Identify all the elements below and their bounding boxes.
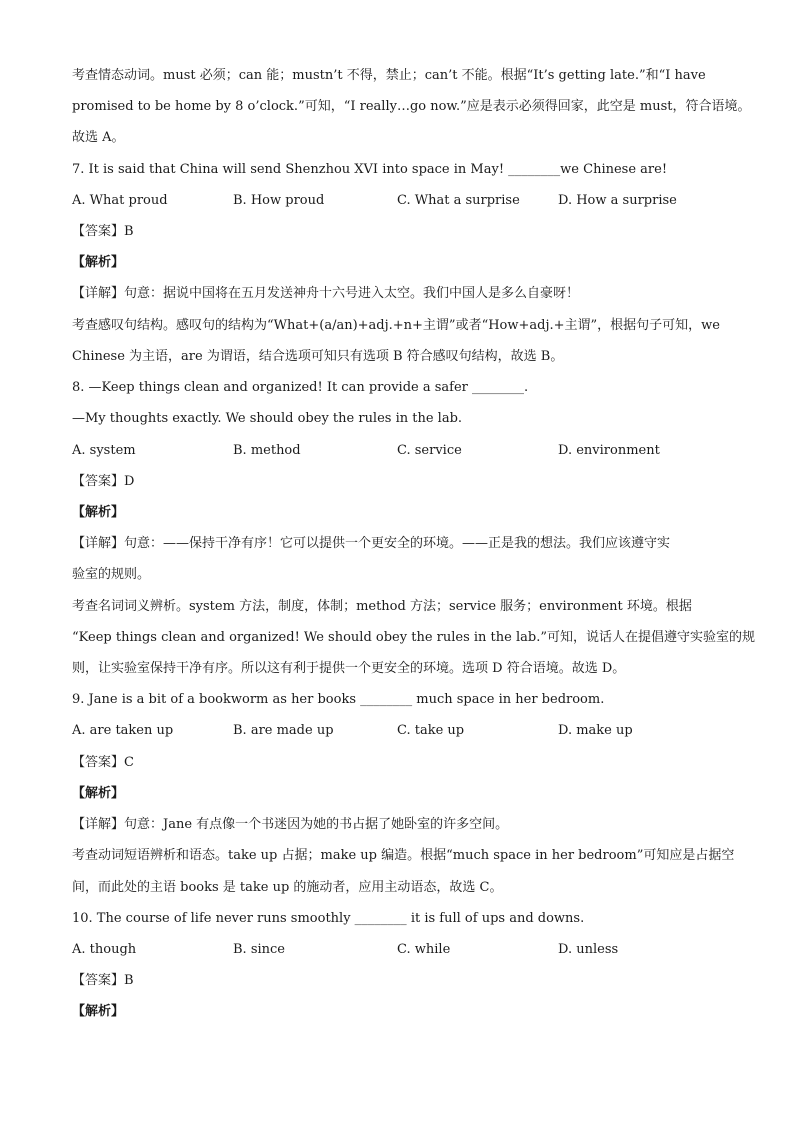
q9-analysis-label: 【解析】	[72, 786, 125, 801]
q7-option-c: C. What a surprise	[397, 193, 520, 208]
q7-answer: 【答案】B	[72, 224, 134, 239]
q8-answer: 【答案】D	[72, 474, 135, 489]
q8-analysis-label: 【解析】	[72, 505, 125, 520]
q7-stem: 7. It is said that China will send Shenzhou XVI into space in May! ________we Chinese are!	[72, 162, 668, 177]
q8-option-d: D. environment	[558, 443, 660, 458]
q9-option-c: C. take up	[397, 723, 465, 738]
q10-option-a: A. though	[72, 942, 137, 957]
q9-answer: 【答案】C	[72, 755, 134, 770]
q6-explanation-line: promised to be home by 8 o’clock.”可知，“I really…go now.”应是表示必须得回家，此空是 must，符合语境。	[72, 99, 751, 114]
q9-option-b: B. are made up	[233, 723, 334, 738]
q9-detail: 【详解】句意：Jane 有点像一个书迷因为她的书占据了她卧室的许多空间。	[72, 817, 509, 832]
q8-option-b: B. method	[233, 443, 301, 458]
q8-option-c: C. service	[397, 443, 462, 458]
q8-stem: —My thoughts exactly. We should obey the rules in the lab.	[72, 411, 463, 426]
q10-analysis-label: 【解析】	[72, 1004, 125, 1019]
q9-stem: 9. Jane is a bit of a bookworm as her books ________ much space in her bedroom.	[72, 692, 605, 707]
q8-explanation-line: 考查名词词义辨析。system 方法，制度，体制；method 方法；service 服务；environment 环境。根据	[72, 599, 692, 614]
q8-explanation-line: 则，让实验室保持干净有序。所以这有利于提供一个更安全的环境。选项 D 符合语境。故选 D。	[72, 661, 626, 676]
q9-explanation-line: 考查动词短语辨析和语态。take up 占据；make up 编造。根据“much space in her bedroom”可知应是占据空	[72, 848, 735, 863]
q8-option-a: A. system	[72, 443, 136, 458]
q10-option-d: D. unless	[558, 942, 619, 957]
q9-explanation-line: 间，而此处的主语 books 是 take up 的施动者，应用主动语态，故选 C。	[72, 880, 503, 895]
q7-detail: 【详解】句意：据说中国将在五月发送神舟十六号进入太空。我们中国人是多么自豪呀！	[72, 286, 580, 301]
q6-explanation-line: 故选 A。	[72, 130, 125, 145]
q8-stem: 8. —Keep things clean and organized! It can provide a safer ________.	[72, 380, 529, 395]
q8-explanation-line: “Keep things clean and organized! We should obey the rules in the lab.”可知，说话人在提倡遵守实验室的规	[72, 630, 755, 645]
q9-option-d: D. make up	[558, 723, 633, 738]
q10-stem: 10. The course of life never runs smoothly ________ it is full of ups and downs.	[72, 911, 585, 926]
q8-detail: 验室的规则。	[72, 567, 151, 582]
q10-answer: 【答案】B	[72, 973, 134, 988]
q10-option-c: C. while	[397, 942, 451, 957]
q7-explanation-line: Chinese 为主语，are 为谓语，结合选项可知只有选项 B 符合感叹句结构，故选 B。	[72, 349, 564, 364]
q7-option-a: A. What proud	[72, 193, 168, 208]
q10-option-b: B. since	[233, 942, 285, 957]
q9-option-a: A. are taken up	[72, 723, 174, 738]
q7-explanation-line: 考查感叹句结构。感叹句的结构为“What+(a/an)+adj.+n+主谓”或者“How+adj.+主谓”，根据句子可知，we	[72, 318, 721, 333]
q7-analysis-label: 【解析】	[72, 255, 125, 270]
q7-option-d: D. How a surprise	[558, 193, 677, 208]
q8-detail: 【详解】句意：——保持干净有序！它可以提供一个更安全的环境。——正是我的想法。我们应该遵守实	[72, 536, 671, 551]
q6-explanation-line: 考查情态动词。must 必须；can 能；mustn’t 不得，禁止；can’t 不能。根据“It’s getting late.”和“I have	[72, 68, 706, 83]
q7-option-b: B. How proud	[233, 193, 325, 208]
